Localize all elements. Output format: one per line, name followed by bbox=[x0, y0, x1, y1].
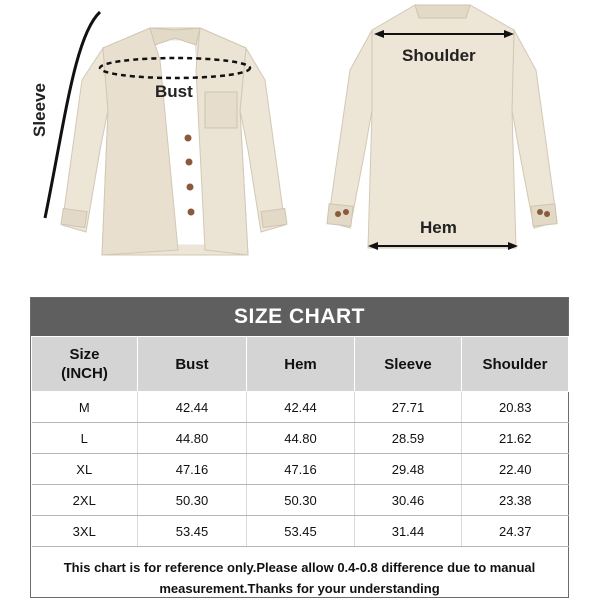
hem-cell: 53.45 bbox=[247, 516, 355, 547]
hem-label: Hem bbox=[420, 218, 457, 237]
size-cell: XL bbox=[32, 454, 138, 485]
shoulder-cell: 20.83 bbox=[462, 392, 569, 423]
size-chart-title: SIZE CHART bbox=[31, 298, 568, 336]
sleeve-cell: 28.59 bbox=[355, 423, 462, 454]
hem-cell: 47.16 bbox=[247, 454, 355, 485]
column-header-shoulder: Shoulder bbox=[462, 337, 569, 392]
shoulder-cell: 21.62 bbox=[462, 423, 569, 454]
hem-cell: 42.44 bbox=[247, 392, 355, 423]
size-cell: L bbox=[32, 423, 138, 454]
hem-cell: 50.30 bbox=[247, 485, 355, 516]
shirt-illustration bbox=[0, 0, 600, 290]
table-row bbox=[32, 423, 569, 454]
size-cell: 3XL bbox=[32, 516, 138, 547]
size-chart bbox=[30, 297, 569, 598]
size-chart-note: This chart is for reference only.Please allow 0.4-0.8 difference due to manual measurement.Thanks for your understanding bbox=[63, 560, 536, 596]
table-row bbox=[32, 516, 569, 547]
shoulder-cell: 24.37 bbox=[462, 516, 569, 547]
size-cell: M bbox=[32, 392, 138, 423]
size-cell: 2XL bbox=[32, 485, 138, 516]
bust-cell: 50.30 bbox=[138, 485, 247, 516]
column-header-size: Size (INCH) bbox=[32, 337, 138, 392]
sleeve-cell: 29.48 bbox=[355, 454, 462, 485]
bust-cell: 44.80 bbox=[138, 423, 247, 454]
back-shirt bbox=[327, 5, 557, 250]
column-header-sleeve: Sleeve bbox=[355, 337, 462, 392]
column-header-hem: Hem bbox=[247, 337, 355, 392]
bust-cell: 53.45 bbox=[138, 516, 247, 547]
shoulder-label: Shoulder bbox=[402, 46, 476, 65]
size-table-header bbox=[32, 337, 569, 392]
sleeve-label: Sleeve bbox=[30, 83, 49, 137]
bust-cell: 47.16 bbox=[138, 454, 247, 485]
table-row bbox=[32, 454, 569, 485]
sleeve-cell: 30.46 bbox=[355, 485, 462, 516]
sleeve-cell: 27.71 bbox=[355, 392, 462, 423]
size-table bbox=[31, 336, 569, 547]
shoulder-cell: 22.40 bbox=[462, 454, 569, 485]
shoulder-cell: 23.38 bbox=[462, 485, 569, 516]
hem-cell: 44.80 bbox=[247, 423, 355, 454]
column-header-bust: Bust bbox=[138, 337, 247, 392]
table-row bbox=[32, 392, 569, 423]
front-shirt bbox=[45, 12, 287, 255]
table-row bbox=[32, 485, 569, 516]
bust-label: Bust bbox=[155, 82, 193, 101]
bust-cell: 42.44 bbox=[138, 392, 247, 423]
sleeve-cell: 31.44 bbox=[355, 516, 462, 547]
shirt-measurement-figure bbox=[0, 0, 600, 290]
